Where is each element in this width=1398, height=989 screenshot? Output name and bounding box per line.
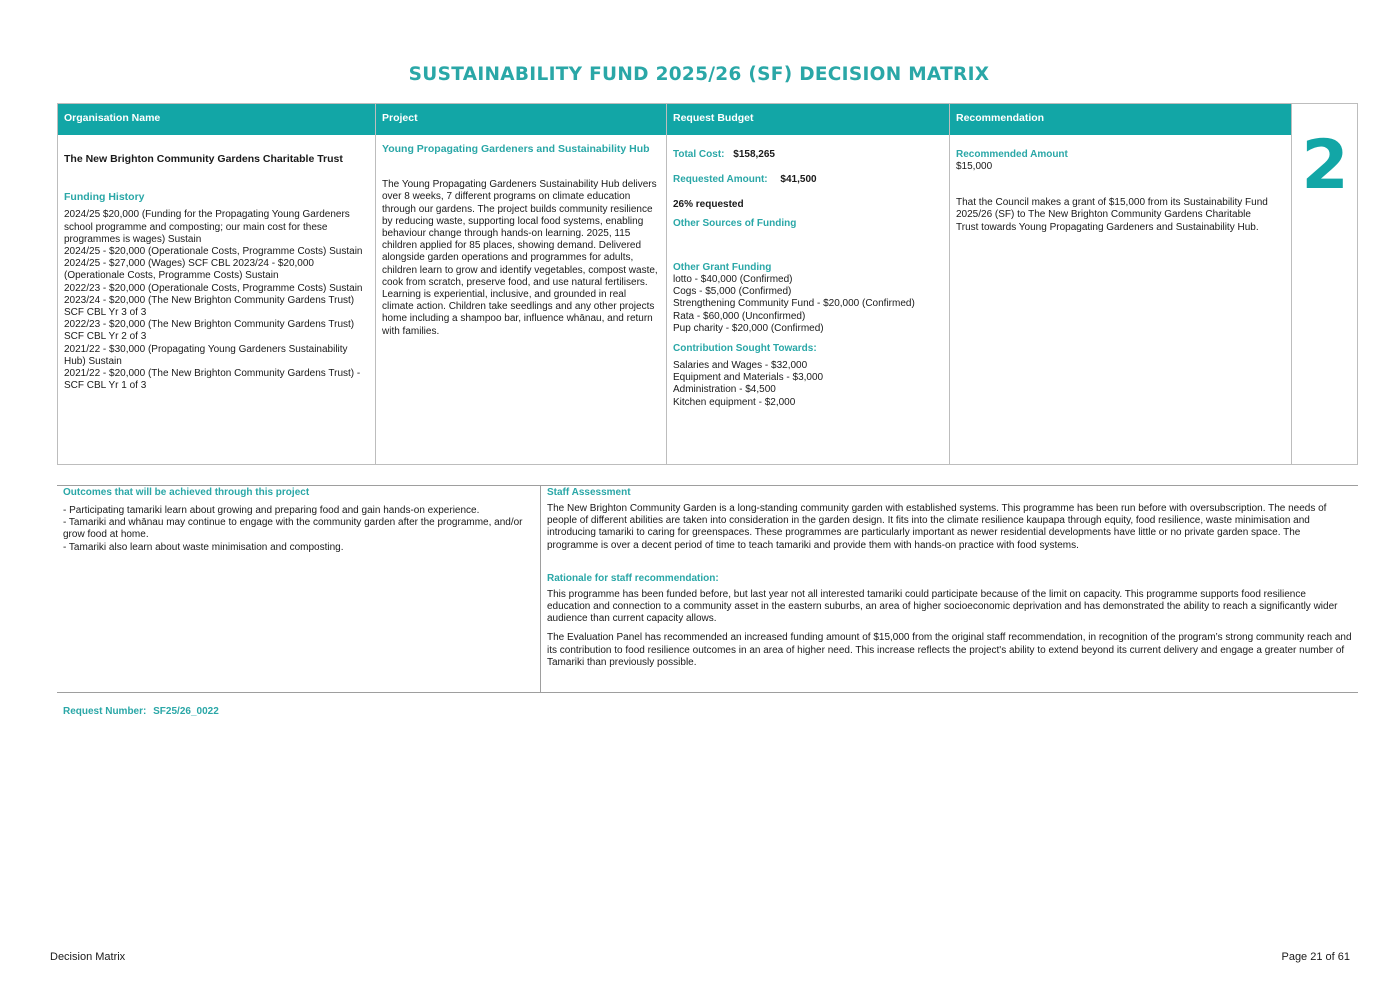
page-title: SUSTAINABILITY FUND 2025/26 (SF) DECISION MATRIX <box>408 64 990 85</box>
funding-history-item: 2022/23 - $20,000 (Operationale Costs, Programme Costs) Sustain 2023/24 - $20,000 (The New Brighton Community Gardens Trust) SCF CBL Yr 3 of 3 <box>64 282 363 319</box>
funding-history-item: 2024/25 - $20,000 (Operationale Costs, Programme Costs) Sustain <box>64 246 363 258</box>
contribution-item: Salaries and Wages - $32,000 <box>673 360 808 372</box>
staff-assessment-panel <box>541 486 1358 692</box>
assessment-section <box>57 485 1358 693</box>
funding-history-item: 2024/25 - $27,000 (Wages) SCF CBL 2023/24 - $20,000 (Operationale Costs, Programme Costs) Sustain <box>64 258 314 282</box>
organisation-header: Organisation Name <box>58 104 375 135</box>
funding-history-item: 2021/22 - $30,000 (Propagating Young Gardeners Sustainability Hub) Sustain <box>64 343 348 367</box>
footer-page-number: Page 21 of 61 <box>1281 951 1350 963</box>
organisation-name: The New Brighton Community Gardens Charitable Trust <box>64 153 343 165</box>
funding-history-item: 2024/25 $20,000 (Funding for the Propagating Young Gardeners school programme and composting; our main cost for these programmes is wages) Sustain <box>64 209 350 245</box>
footer-doc-name: Decision Matrix <box>50 951 126 963</box>
funding-history-item: 2021/22 - $20,000 (The New Brighton Community Gardens Trust) - SCF CBL Yr 1 of 3 <box>64 368 361 392</box>
budget-header: Request Budget <box>667 104 949 135</box>
grant-item: Rata - $60,000 (Unconfirmed) <box>673 310 806 322</box>
recommended-amount-label: Recommended Amount <box>956 149 1068 160</box>
grant-item: lotto - $40,000 (Confirmed) <box>673 274 793 285</box>
outcomes-panel <box>57 486 541 692</box>
staff-assessment-text: The New Brighton Community Garden is a long-standing community garden with established systems. This programme has been run before with oversubscription. The needs of people of different abilities are taken into consideration in the garden design. It fits into the climate resilience kaupapa through equity, food resilience, waste minimisation and introducing tamariki to caring for greenspaces. These programmes are particularly important as newer residential developments have little or no private garden space. The programme is over a decent period of time to teach tamariki and provide them with hands-on practice with food systems. <box>547 503 1327 551</box>
requested-label: Requested Amount: <box>673 174 768 185</box>
priority-number: 2 <box>1301 126 1349 205</box>
request-number-label: Request Number: <box>63 706 147 717</box>
total-cost-row <box>673 148 943 161</box>
project-description: The Young Propagating Gardeners Sustainability Hub delivers over 8 weeks, 7 different programs on climate education through our gardens. The project builds community resilience by reducing waste, supporting local food systems, enabling behaviour change through hands-on learning. 2025, 115 children applied for 85 places, showing demand. Delivered alongside garden operations and programmes for adults, children learn to grow and identify vegetables, compost waste, cook from scratch, preserve food, and use natural fertilisers. Learning is experiential, inclusive, and grounded in real climate action. Children take seedlings and any other projects home including a shampoo bar, influence whānau, and return with families. <box>382 179 658 337</box>
rationale-text-1: This programme has been funded before, but last year not all interested tamariki could participate because of the limit on capacity. This programme supports food resilience education and connection to a community asset in the eastern suburbs, an area of higher socioeconomic deprivation and has demonstrated the ability to reach a significantly wider audience than current capacity allows. <box>547 588 1338 625</box>
recommended-amount: $15,000 <box>956 161 993 172</box>
percent-requested: 26% requested <box>673 199 744 210</box>
contribution-list <box>673 360 943 409</box>
outcomes-label: Outcomes that will be achieved through this project <box>63 487 310 498</box>
request-number-value: SF25/26_0022 <box>153 706 219 717</box>
grant-item: Cogs - $5,000 (Confirmed) <box>673 286 792 298</box>
project-column <box>376 104 667 464</box>
grant-item: Strengthening Community Fund - $20,000 (Confirmed) <box>673 298 915 310</box>
requested-row <box>673 173 943 186</box>
recommendation-text: That the Council makes a grant of $15,000 from its Sustainability Fund 2025/26 (SF) to The New Brighton Community Gardens Charitable Trust towards Young Propagating Gardeners and Sustainability Hub. <box>956 197 1268 233</box>
total-cost-value: $158,265 <box>733 149 775 160</box>
contribution-item: Equipment and Materials - $3,000 <box>673 372 824 384</box>
organisation-column <box>58 104 376 464</box>
other-grants-label: Other Grant Funding <box>673 262 772 273</box>
budget-column <box>667 104 950 464</box>
contribution-item: Kitchen equipment - $2,000 <box>673 396 796 408</box>
contribution-label: Contribution Sought Towards: <box>673 343 817 355</box>
priority-column <box>1292 104 1358 464</box>
rationale-label: Rationale for staff recommendation: <box>547 572 719 584</box>
rationale-text-2: The Evaluation Panel has recommended an increased funding amount of $15,000 from the original staff recommendation, in recognition of the program’s strong community reach and its contribution to food resilience outcomes in an area of higher need. This increase reflects the project's ability to extend beyond its current delivery and engage a greater number of Tamariki than previously possible. <box>547 632 1352 668</box>
requested-value: $41,500 <box>780 174 817 185</box>
recommendation-column <box>950 104 1292 464</box>
outcome-item: - Tamariki and whānau may continue to engage with the community garden after the programme, and/or grow food at home. <box>63 517 523 541</box>
outcome-item: - Tamariki also learn about waste minimisation and composting. <box>63 541 344 553</box>
recommendation-header: Recommendation <box>950 104 1291 135</box>
staff-assessment-label: Staff Assessment <box>547 487 631 498</box>
outcome-item: - Participating tamariki learn about growing and preparing food and gain hands-on experience. <box>63 505 480 516</box>
project-name: Young Propagating Gardeners and Sustainability Hub <box>382 143 650 155</box>
decision-matrix-table <box>57 103 1358 465</box>
request-number <box>63 706 219 717</box>
other-sources-label: Other Sources of Funding <box>673 218 797 229</box>
funding-history-label: Funding History <box>64 191 145 204</box>
funding-history-list <box>64 209 369 392</box>
other-grants-list <box>673 274 943 335</box>
project-header: Project <box>376 104 666 135</box>
total-cost-label: Total Cost: <box>673 149 725 160</box>
contribution-item: Administration - $4,500 <box>673 384 776 396</box>
funding-history-item: 2022/23 - $20,000 (The New Brighton Community Gardens Trust) SCF CBL Yr 2 of 3 <box>64 319 355 343</box>
grant-item: Pup charity - $20,000 (Confirmed) <box>673 322 824 334</box>
